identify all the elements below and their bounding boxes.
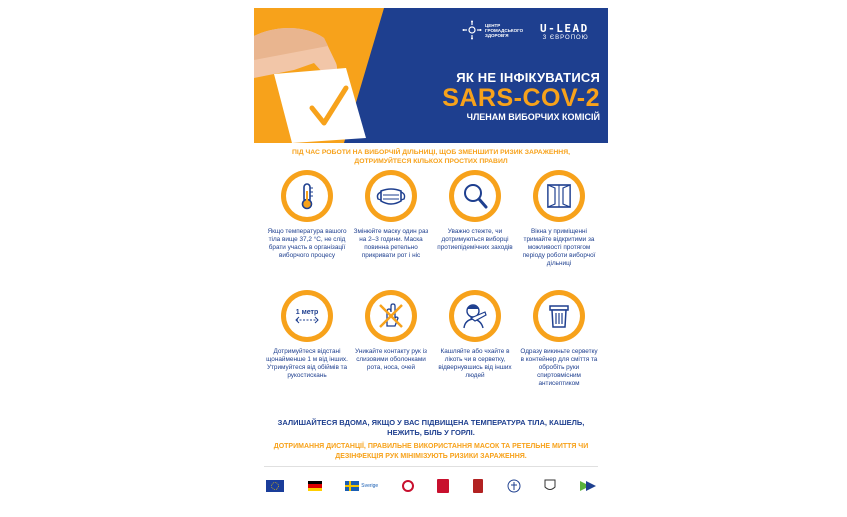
- cough-elbow-icon: [459, 300, 491, 332]
- tip-text: Кашляйте або чхайте в лікоть чи в серветку, відвернувшись від інших людей: [438, 348, 512, 379]
- window-icon: [544, 181, 574, 211]
- ring-logo: [402, 477, 414, 495]
- ulead-logo-sub: З ЄВРОПОЮ: [542, 35, 589, 41]
- tip-text: Уважно стежте, чи дотримуються виборці протиепідемічних заходів: [437, 228, 513, 251]
- tip-text: Вікна у приміщенні тримайте відкритими за можливості протягом періоду роботи виборчої дільниці: [522, 228, 596, 267]
- ballot-hand-illustration: [254, 8, 384, 143]
- tip-text: Змінюйте маску один раз на 2–3 години. Маска повинна ретельно прикривати рот і ніс: [353, 228, 429, 259]
- eu-flag-logo: [266, 477, 284, 495]
- stay-home-note: ЗАЛИШАЙТЕСЯ ВДОМА, ЯКЩО У ВАС ПІДВИЩЕНА ТЕМПЕРАТУРА ТІЛА, КАШЕЛЬ, НЕЖИТЬ, БІЛЬ У ГОРЛІ.: [277, 418, 585, 437]
- partner-logos: [266, 472, 596, 500]
- public-health-center-label: ЦЕНТР ГРОМАДСЬКОГО ЗДОРОВ'Я: [485, 22, 524, 38]
- ministry-red-logo: [437, 477, 449, 495]
- title-line-2: SARS-COV-2: [442, 84, 600, 112]
- title-block: [370, 70, 600, 123]
- thermometer-icon: [292, 181, 322, 211]
- footer-divider: [264, 466, 598, 467]
- sweden-logo: [345, 477, 378, 495]
- public-health-center-logo: [462, 20, 525, 40]
- tip-no-touch: [350, 290, 432, 372]
- prevention-note: ДОТРИМАННЯ ДИСТАНЦІЇ, ПРАВИЛЬНЕ ВИКОРИСТАННЯ МАСОК ТА РЕТЕЛЬНЕ МИТТЯ ЧИ ДЕЗІНФЕКЦІЯ РУК МІНІМІЗУЮТЬ РИЗИКИ ЗАРАЖЕННЯ.: [273, 443, 589, 460]
- tip-monitor: [434, 170, 516, 252]
- tip-distance: [266, 290, 348, 380]
- no-touch-face-icon: [375, 300, 407, 332]
- intro-text: ПІД ЧАС РОБОТИ НА ВИБОРЧІЙ ДІЛЬНИЦІ, ЩОБ ЗМЕНШИТИ РИЗИК ЗАРАЖЕННЯ, ДОТРИМУЙТЕСЯ КІЛЬКОХ ПРОСТИХ ПРАВИЛ: [292, 149, 570, 165]
- ulead-logo: [540, 22, 589, 41]
- tip-text: Одразу викиньте серветку в контейнер для сміття та обробіть руки спиртовмісним антисептиком: [520, 348, 598, 387]
- tip-mask: [350, 170, 432, 260]
- title-line-3: ЧЛЕНАМ ВИБОРЧИХ КОМІСІЙ: [466, 112, 600, 122]
- distance-icon: [293, 316, 321, 324]
- ministry-emblem-logo: [507, 477, 521, 495]
- public-health-center-icon: [462, 20, 482, 40]
- header-banner: [254, 8, 608, 143]
- ministry-shield-logo: [544, 477, 556, 495]
- ministry-badge-logo: [473, 477, 483, 495]
- magnifier-icon: [460, 181, 490, 211]
- tip-text: Якщо температура вашого тіла вище 37,2 °С, не слід брати участь в організації виборчого процесу: [267, 228, 347, 259]
- distance-label: 1 метр: [295, 308, 319, 316]
- ministry-development-logo: [580, 477, 596, 495]
- tip-cough: [434, 290, 516, 380]
- trash-bin-icon: [544, 301, 574, 331]
- poster: [254, 8, 608, 508]
- header-logos: [462, 20, 602, 50]
- ulead-logo-main: U-LEAD: [540, 22, 589, 35]
- tip-text: Дотримуйтеся відстані щонайменше 1 м від інших. Утримуйтеся від обіймів та рукостискань: [266, 348, 348, 379]
- mask-icon: [375, 181, 407, 211]
- tip-trash: [518, 290, 600, 388]
- tip-windows: [518, 170, 600, 268]
- tip-text: Уникайте контакту рук із слизовими оболонками рота, носа, очей: [355, 348, 427, 371]
- tip-temperature: [266, 170, 348, 260]
- germany-flag-logo: [308, 477, 322, 495]
- sweden-label: Sverige: [361, 483, 379, 489]
- title-line-1: ЯК НЕ ІНФІКУВАТИСЯ: [456, 70, 600, 85]
